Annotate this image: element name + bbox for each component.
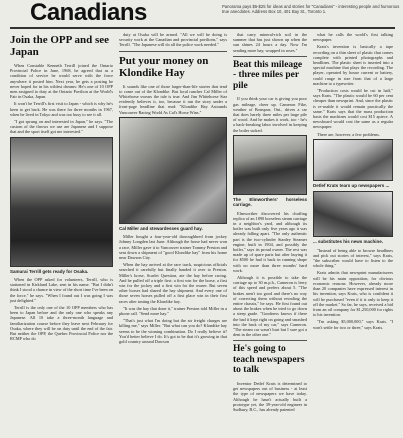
article-paragraph: When Constable Kenneth Terrill joined the Ontario Provincial Police in June, 1968, he agreed that as a condition of service he would serve with the force anywhere it posted him. Next year, he gets a posting he never hoped for in his wildest dreams: He's one of 10 OPP men assigned to duty at the Ontario Pavilion at the World's Fair in Osaka, Japan. <box>10 63 113 100</box>
article-paragraph: Inventor Detlef Krats is determined to get newspapers out of business - at least the type of newspapers we have today. Although he hasn't actually built a prototype yet, the 39-year-old engineer in Sudbury, B.C., has already patented <box>233 380 307 412</box>
photo-caption: ... substitutes his news machine. <box>313 239 384 245</box>
headline-talking-newspaper: He's going to teach newspapers to talk <box>233 344 305 376</box>
article-paragraph: "It was the hay that done it," trainer Preston told Miller in a phone call. "Send more hay." <box>119 305 227 317</box>
article-paragraph: "I got sprung on and interested in Japan," he says. "The custom of the throws we use are Japanese and I suppose that and the sport itself got me interested." <box>10 119 113 135</box>
krats-newspaper-photo <box>313 139 393 181</box>
article-paragraph: Krats's invention is basically a tape recording on a thin sheet of plastic that comes complete with printed photographs and headlines. The plastic sheet is inserted into a special machine that plays the recording. The player, operated by house current or battery, could range in size from that of a large machine to a typewriter. <box>313 44 393 86</box>
article-paragraph: "That's just what I'm doing but the air freight charges are killing me," says Miller. "But what can you do? Klondike hay seems to be the winning combination. Do I really believe it? You'd better believe I do. It's got to be that it's growing in that gold country around Dawson <box>119 318 227 345</box>
article-paragraph: duty at Osaka will be armed. "All we will be doing is security work at the Canadian and provincial pavilions," says Terrill. "The Japanese will do all the police work needed." <box>119 32 227 48</box>
column-2 <box>119 32 227 346</box>
article-paragraph: "I'm asking $5,000,000," says Krats. "I won't settle for two or three," says Krats. <box>313 319 393 330</box>
submission-note: Panorama pays $5-$25 for ideas and stories for "Canadians" - interesting people and humorous true anecdotes. Address Box 10, 401 Bay St., Toronto 1. <box>222 4 400 14</box>
article-paragraph: "Instead of being able to browse headlines and pick out stories of interest," says Krats, "the subscriber would have to listen to the whole thing." <box>313 247 393 269</box>
article-paragraph: There are, however, a few problems. <box>317 131 380 137</box>
article-paragraph: "Production costs would be cut in half," says Krats. "The plastic would be 60 per cent cheaper than newsprint. And, since the plastic is re-usable it would remain practically the same." Krats says that the mass production basis the machines would cost $15 apiece. A newsboard would cost the same as a regular newspaper. <box>313 88 393 130</box>
headline-klondike: Put your money on Klondike Hay <box>119 54 209 79</box>
photo-caption: Detlef Krats tears up newspapers ... <box>313 182 390 188</box>
column-1 <box>10 32 113 343</box>
article-paragraph: Elmworther discovered his chuffing replica of an 1890 horseless steam carriage in a neighbor's yard, and although its boiler was built only five years ago it was already falling apart. "The only authentic part is the two-cylinder Stanley Steamer engine, built in 1904, and possibly the boiler," says its proud owner. The rest was made up of spare parts but after buying it for $500 he had it back in running shape with no more than three months' hard work. <box>233 210 307 273</box>
article-paragraph: Krats admits that newsprint manufacturers will be his main opposition, for obvious economic reasons. However, already more than 20 companies have expressed interest in his invention, says Krats, who is confident it will be purchased "even if it is only to keep it off the market." So far, he says, received a bid from an oil company for $1,250,000 for rights to his invention. <box>313 270 393 318</box>
divider <box>233 56 307 57</box>
article-paragraph: When the hay arrived at the race track, suspicious officials searched it carefully but finally handed it over to Preston. Miller's horse, Scarlet Question, ate the hay before racing. And he pulled off a triple first: a first win for the horse, a first win for the jockey and a first win for the owner. But seven other horses had shared the hay shipment. And every one of those seven horses pulled off a first place win in their first races after tasting the Klondike hay. <box>119 262 227 304</box>
article-paragraph: Miller bought a four-year-old thoroughbred from jockey Johnny Longden last June. Although the horse had never won a race, Miller gave it to Vancouver trainer Tommy Preston and sent down a shipment of "good Klondike hay" from his home near Dawson City. <box>119 234 227 261</box>
masthead <box>10 0 400 29</box>
column-4 <box>313 32 393 332</box>
article-paragraph: what he calls the world's first talking newspaper. <box>313 32 393 43</box>
steam-carriage-photo <box>233 135 307 195</box>
article-paragraph: It sounds like one of those larger-than-life stories that tend to come out of the Klondike. But local rancher Cal Miller of Whitehorse swears the tale is true. And Jim Whitehorse Star evidently believes it, too, because it ran the story under a front-page headline that read: "Klondike Hay Astounds Vancouver Racing World As Cal's Horse Wins." <box>119 83 227 115</box>
headline-opp: Join the OPP and see Japan <box>10 34 110 58</box>
article-paragraph: that carry mineral-rich soil in the summer that has just shown up when the sun shines 24 hours a day. Now I'm sending more hay, wrapped in roses." <box>233 32 307 53</box>
headline-mileage: Beat this mileage - three miles per pile <box>233 59 303 91</box>
terrill-photo <box>10 137 113 267</box>
photo-caption: Cal Miller and stewardesses guard hay. <box>119 225 203 231</box>
article-paragraph: Although it is possible to take the carriage up to 30 m.p.h., Cameron is leery of this speed and prefers about 5. "The brakes aren't too good and there's no way of correcting them without retooling the entire chassis," he says. He first found out about the brakes when he tried to go down a steep grade. "Goodness knows if there the bad it kept right on going and smashed into the back of my car," says Cameron. "The steam car wasn't hurt but I sure got a dent in the other one." <box>233 274 307 338</box>
divider <box>119 51 227 52</box>
photo-caption: The Elmworthers' horseless carriage. <box>233 196 307 208</box>
article-paragraph: Terrill is the only one of the 10 OPP members who has been to Japan before and the only one who speaks any Japanese. All 10 take a three-month language and familiarization course before they leave next February for Osaka, where they will be on duty until the end of the fair. But neither the OPP, the Quebec Provincial Police nor the RCMP who do <box>10 305 113 342</box>
klondike-hay-photo <box>119 117 227 224</box>
article-paragraph: It won't be Terrill's first visit to Japan - which is why he's keen to get back. He was there for three months in 1967, when he lived in Tokyo and was too busy to see it all. <box>10 101 113 117</box>
article-paragraph: When the OPP asked for volunteers, Terrill, who is stationed in Kirkland Lake, sent in his name. "But I didn't think I stood a chance in view of the short time I've been on the force," he says. "When I found out I was going I was just delighted." <box>10 277 113 303</box>
section-title: Canadians <box>30 0 147 26</box>
article-paragraph: If you think your car is giving you poor gas mileage, cheer up. Cameron Fike, weather of Bonsparr, Ont., drives a car that does barely three miles per large pile of wood. And he makes it work, too - he's a back-breaking labor involved in keeping the boiler stoked. <box>233 96 307 133</box>
divider <box>233 340 307 341</box>
column-3 <box>233 32 307 414</box>
photo-caption: Samurai Terrill gets ready for Osaka. <box>10 268 89 274</box>
news-machine-photo <box>313 191 393 237</box>
